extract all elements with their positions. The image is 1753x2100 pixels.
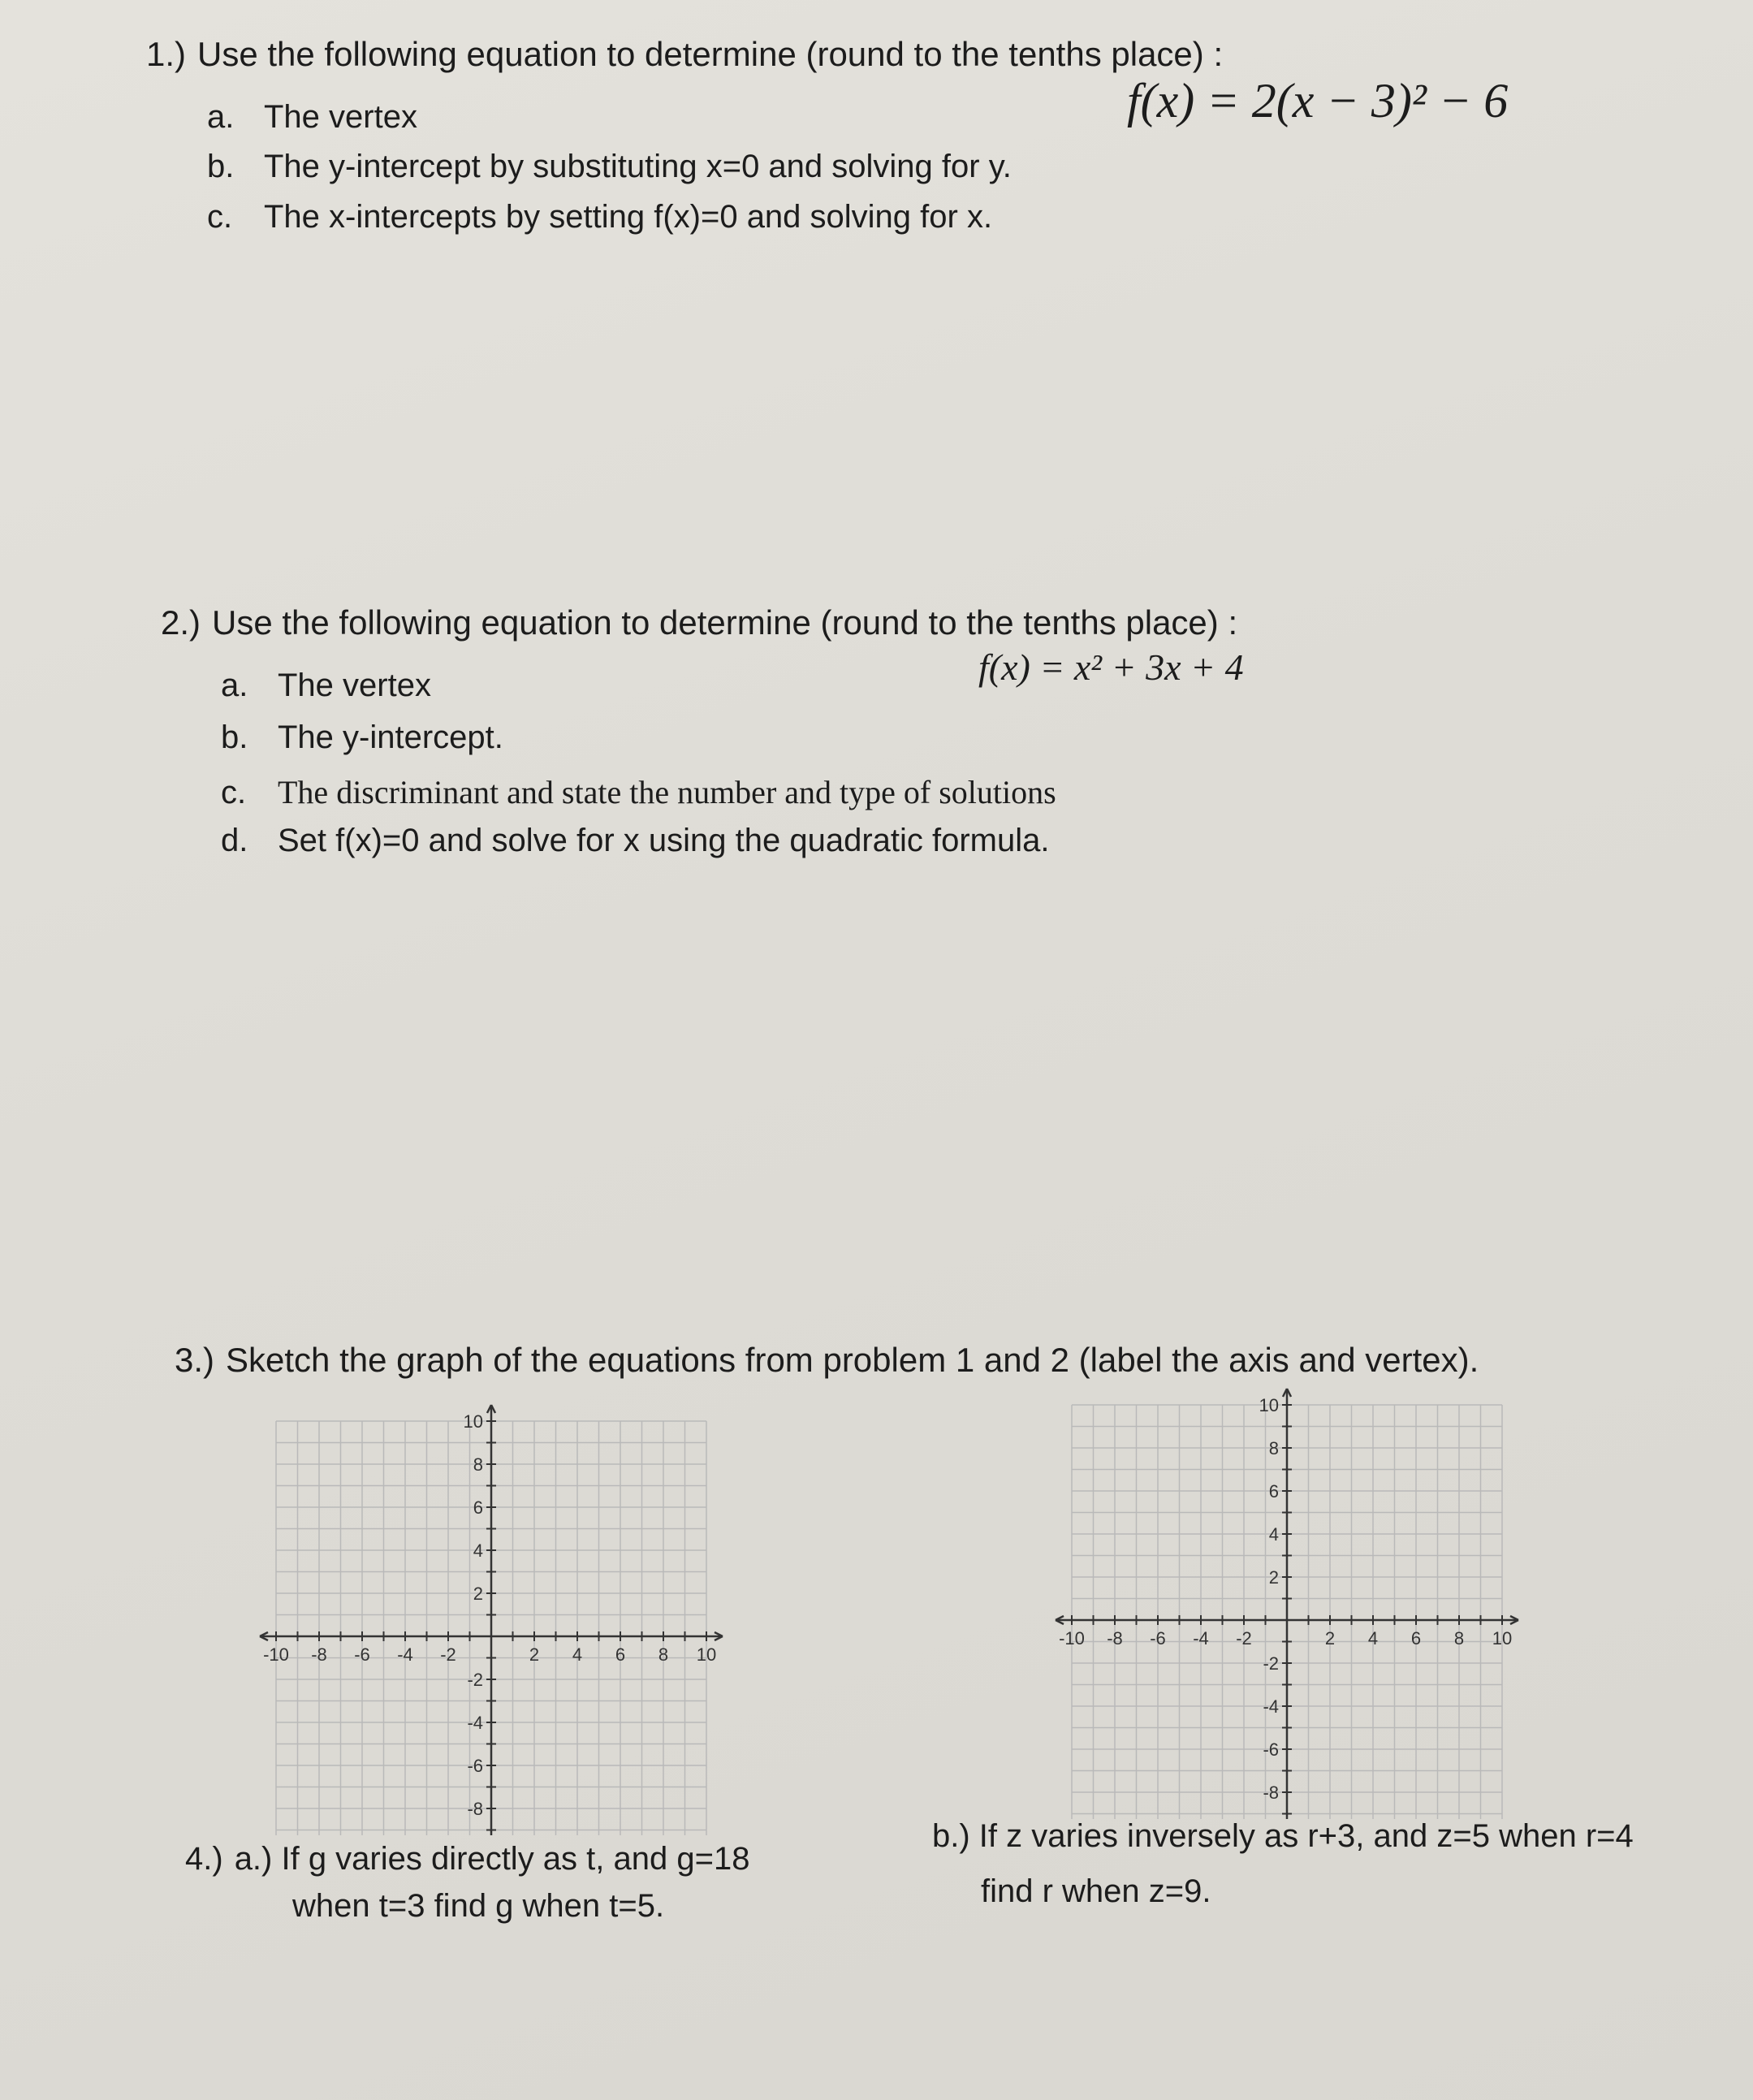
- x-tick-label: -10: [1059, 1628, 1085, 1648]
- x-tick-label: 6: [615, 1644, 626, 1665]
- problem-2-prompt: [161, 603, 1237, 643]
- item-label: d.: [221, 823, 248, 858]
- problem-1-item-a: [207, 99, 417, 136]
- problem-1-prompt: [146, 34, 1223, 75]
- y-tick-label: 10: [1259, 1395, 1279, 1415]
- item-text: Set f(x)=0 and solve for x using the quadratic formula.: [278, 823, 1050, 858]
- item-label: c.: [207, 199, 233, 235]
- x-tick-label: 2: [1324, 1628, 1336, 1648]
- y-tick-label: -6: [467, 1756, 483, 1776]
- problem-2-item-d: [221, 823, 1050, 859]
- x-tick-label: -4: [1193, 1628, 1209, 1648]
- problem-1-equation: f(x) = 2(x − 3)² − 6: [1127, 74, 1509, 127]
- y-tick-label: -2: [467, 1670, 483, 1690]
- problem-2-number: 2.): [161, 603, 201, 642]
- y-tick-label: -8: [467, 1799, 483, 1819]
- item-text: The y-intercept by substituting x=0 and solving for y.: [264, 149, 1012, 184]
- problem-4a-line2: when t=3 find g when t=5.: [292, 1888, 665, 1924]
- item-label: b.: [207, 149, 235, 184]
- x-tick-label: 6: [1410, 1628, 1422, 1648]
- x-tick-label: -4: [397, 1644, 413, 1665]
- item-label: c.: [221, 775, 247, 810]
- item-label: a.: [207, 99, 235, 135]
- y-tick-label: 8: [473, 1454, 483, 1475]
- y-tick-label: 2: [1268, 1567, 1279, 1588]
- x-tick-label: -8: [1107, 1628, 1123, 1648]
- problem-2-item-c: [221, 773, 1056, 811]
- x-tick-label: -8: [311, 1644, 327, 1665]
- x-tick-label: 10: [696, 1644, 717, 1665]
- problem-3-text: Sketch the graph of the equations from problem 1 and 2 (label the axis and vertex).: [226, 1341, 1479, 1379]
- problem-4-number: 4.): [185, 1841, 223, 1877]
- y-tick-label: -2: [1263, 1653, 1279, 1674]
- graph-right: [1047, 1381, 1543, 1823]
- x-tick-label: -6: [1150, 1628, 1166, 1648]
- problem-2-equation: f(x) = x² + 3x + 4: [978, 646, 1244, 688]
- problem-4a-line1: [185, 1839, 749, 1878]
- problem-4b-line1: b.) If z varies inversely as r+3, and z=5 when r=4: [932, 1818, 1634, 1854]
- problem-2-item-a: [221, 668, 431, 704]
- coordinate-grid-left: [252, 1397, 747, 1835]
- problem-4a-text: a.) If g varies directly as t, and g=18: [234, 1841, 750, 1877]
- graph-left: [252, 1397, 747, 1839]
- y-tick-label: 8: [1268, 1438, 1279, 1458]
- problem-1-number: 1.): [146, 35, 187, 73]
- problem-1-item-c: [207, 199, 992, 235]
- item-label: b.: [221, 719, 248, 755]
- y-tick-label: -8: [1263, 1782, 1279, 1803]
- problem-2-text: Use the following equation to determine (round to the tenths place) :: [212, 603, 1238, 642]
- x-tick-label: 2: [529, 1644, 540, 1665]
- y-tick-label: 2: [473, 1584, 483, 1604]
- x-tick-label: -6: [354, 1644, 370, 1665]
- problem-1-text: Use the following equation to determine (round to the tenths place) :: [197, 35, 1224, 73]
- item-label: a.: [221, 668, 248, 703]
- item-text: The y-intercept.: [278, 719, 503, 755]
- y-tick-label: 6: [1268, 1481, 1279, 1502]
- problem-2-item-b: [221, 719, 503, 756]
- problem-3-prompt: [175, 1340, 1479, 1381]
- x-tick-label: 8: [1453, 1628, 1465, 1648]
- problem-4b-line2: find r when z=9.: [981, 1873, 1211, 1909]
- y-tick-label: -4: [1263, 1696, 1279, 1717]
- y-tick-label: -6: [1263, 1739, 1279, 1760]
- x-tick-label: -2: [440, 1644, 456, 1665]
- y-tick-label: -4: [467, 1713, 483, 1733]
- y-tick-label: 4: [1268, 1524, 1279, 1545]
- x-tick-label: 10: [1492, 1628, 1513, 1648]
- x-tick-label: -2: [1236, 1628, 1252, 1648]
- y-tick-label: 10: [463, 1411, 483, 1432]
- y-tick-label: 6: [473, 1497, 483, 1518]
- x-tick-label: -10: [263, 1644, 289, 1665]
- item-text: The vertex: [264, 99, 417, 135]
- x-tick-label: 4: [1367, 1628, 1379, 1648]
- item-text: The discriminant and state the number and type of solutions: [278, 774, 1056, 810]
- x-tick-label: 4: [572, 1644, 583, 1665]
- problem-3-number: 3.): [175, 1341, 215, 1379]
- x-tick-label: 8: [658, 1644, 669, 1665]
- problem-1-item-b: [207, 149, 1012, 185]
- coordinate-grid-right: [1047, 1381, 1543, 1819]
- item-text: The vertex: [278, 668, 431, 703]
- item-text: The x-intercepts by setting f(x)=0 and solving for x.: [264, 199, 993, 235]
- y-tick-label: 4: [473, 1540, 483, 1561]
